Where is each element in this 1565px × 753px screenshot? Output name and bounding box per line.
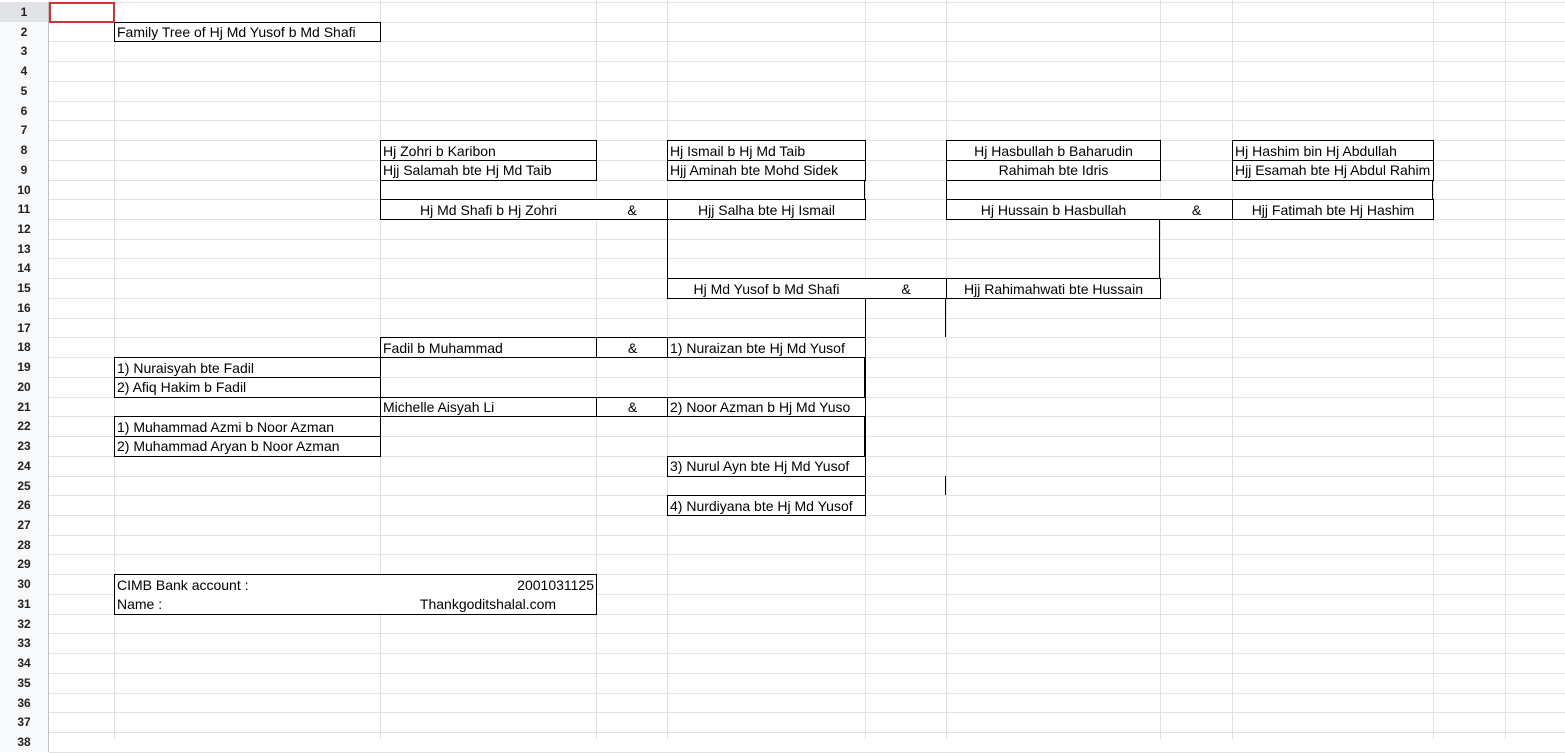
row-header[interactable]: 17 [0,318,49,338]
row-header[interactable]: 11 [0,199,49,219]
row-header[interactable]: 18 [0,337,49,357]
grid-row-line [49,258,1565,259]
cell-amp-2[interactable]: & [1160,199,1233,220]
cell-name-value[interactable]: Thankgoditshalal.com [380,594,597,615]
cell-child-3[interactable]: 3) Nurul Ayn bte Hj Md Yusof [667,456,866,477]
row-header[interactable]: 19 [0,357,49,377]
row-header[interactable]: 22 [0,416,49,436]
grid-row-line [49,693,1565,694]
grid-column-line [1160,0,1161,739]
cell-gc-4[interactable]: 2) Muhammad Aryan b Noor Azman [114,436,381,457]
row-header[interactable]: 33 [0,633,49,653]
cell-gp-a2[interactable]: Hjj Salamah bte Hj Md Taib [380,160,597,181]
cell-child-2[interactable]: 2) Noor Azman b Hj Md Yuso [667,397,866,418]
cell-bank-value[interactable]: 2001031125 [380,574,597,595]
cell-spouse-1[interactable]: Fadil b Muhammad [380,337,597,358]
cell-amp-1[interactable]: & [596,199,668,220]
cell-gp-c2[interactable]: Rahimah bte Idris [946,160,1161,181]
grid-row-line [49,712,1565,713]
row-header[interactable]: 8 [0,140,49,160]
cell-bank-label[interactable]: CIMB Bank account : [114,574,381,595]
row-header[interactable]: 27 [0,515,49,535]
cell-gp-c1[interactable]: Hj Hasbullah b Baharudin [946,140,1161,161]
row-header[interactable]: 2 [0,22,49,42]
row-header[interactable]: 38 [0,732,49,752]
grid-row-line [49,653,1565,654]
row-header[interactable]: 10 [0,180,49,200]
row-header[interactable]: 6 [0,101,49,121]
cell-title[interactable]: Family Tree of Hj Md Yusof b Md Shafi [114,22,381,43]
cell-parent-1[interactable]: Hj Md Shafi b Hj Zohri [380,199,597,220]
row-header[interactable]: 24 [0,456,49,476]
grid-row-line [49,239,1565,240]
selected-cell-a1[interactable] [49,2,115,23]
row-header[interactable]: 15 [0,278,49,298]
grid-column-line [1232,0,1233,739]
cell-name-label[interactable]: Name : [114,594,381,615]
cell-spouse-2[interactable]: Michelle Aisyah Li [380,397,597,418]
row-header[interactable]: 20 [0,377,49,397]
cell-main-2[interactable]: Hjj Rahimahwati bte Hussain [946,278,1161,299]
grid-row-line [49,120,1565,121]
row-header[interactable]: 32 [0,614,49,634]
grid-column-line [1433,0,1434,739]
cell-gp-b1[interactable]: Hj Ismail b Hj Md Taib [667,140,866,161]
grid-row-line [49,633,1565,634]
cell-parent-3[interactable]: Hj Hussain b Hasbullah [946,199,1161,220]
row-header[interactable]: 30 [0,574,49,594]
row-header[interactable]: 16 [0,298,49,318]
cell-gp-d1[interactable]: Hj Hashim bin Hj Abdullah [1232,140,1434,161]
cell-gc-3[interactable]: 1) Muhammad Azmi b Noor Azman [114,416,381,437]
cell-parent-2[interactable]: Hjj Salha bte Hj Ismail [667,199,866,220]
row-header[interactable]: 9 [0,160,49,180]
row-header[interactable]: 12 [0,219,49,239]
row-header[interactable]: 21 [0,397,49,417]
grid-row-line [49,673,1565,674]
grid-column-line [667,0,668,739]
grid-row-line [49,318,1565,319]
row-header[interactable]: 5 [0,81,49,101]
row-header[interactable]: 31 [0,594,49,614]
row-header[interactable]: 1 [0,2,49,22]
row-header[interactable]: 23 [0,436,49,456]
cell-gp-b2[interactable]: Hjj Aminah bte Mohd Sidek [667,160,866,181]
row-header[interactable]: 13 [0,239,49,259]
row-header[interactable]: 37 [0,712,49,732]
row-header[interactable]: 28 [0,535,49,555]
row-header[interactable]: 14 [0,258,49,278]
row-header[interactable]: 26 [0,495,49,515]
grid-column-line [946,0,947,739]
grid-row-line [49,81,1565,82]
grid-column-line [596,0,597,739]
cell-amp-4[interactable]: & [596,337,668,358]
cell-gp-d2[interactable]: Hjj Esamah bte Hj Abdul Rahim [1232,160,1434,181]
cell-gp-a1[interactable]: Hj Zohri b Karibon [380,140,597,161]
cell-parent-4[interactable]: Hjj Fatimah bte Hj Hashim [1232,199,1434,220]
row-header[interactable]: 7 [0,120,49,140]
cell-main-1[interactable]: Hj Md Yusof b Md Shafi [667,278,866,299]
grid-column-line [865,0,866,739]
cell-gc-2[interactable]: 2) Afiq Hakim b Fadil [114,377,381,398]
row-header[interactable]: 29 [0,554,49,574]
grid-row-line [49,61,1565,62]
cell-gc-1[interactable]: 1) Nuraisyah bte Fadil [114,357,381,378]
row-header[interactable]: 3 [0,41,49,61]
cell-child-4[interactable]: 4) Nurdiyana bte Hj Md Yusof [667,495,866,516]
row-header[interactable]: 36 [0,693,49,713]
row-header[interactable]: 35 [0,673,49,693]
row-header[interactable]: 34 [0,653,49,673]
cell-child-1[interactable]: 1) Nuraizan bte Hj Md Yusof [667,337,866,358]
cell-amp-5[interactable]: & [596,397,668,418]
grid-row-line [49,2,1565,3]
grid-row-line [49,101,1565,102]
grid-row-line [49,535,1565,536]
grid-column-line [1505,0,1506,739]
row-header[interactable]: 4 [0,61,49,81]
grid-row-line [49,732,1565,733]
cell-amp-3[interactable]: & [865,278,947,299]
grid-row-line [49,554,1565,555]
row-header[interactable]: 25 [0,476,49,496]
